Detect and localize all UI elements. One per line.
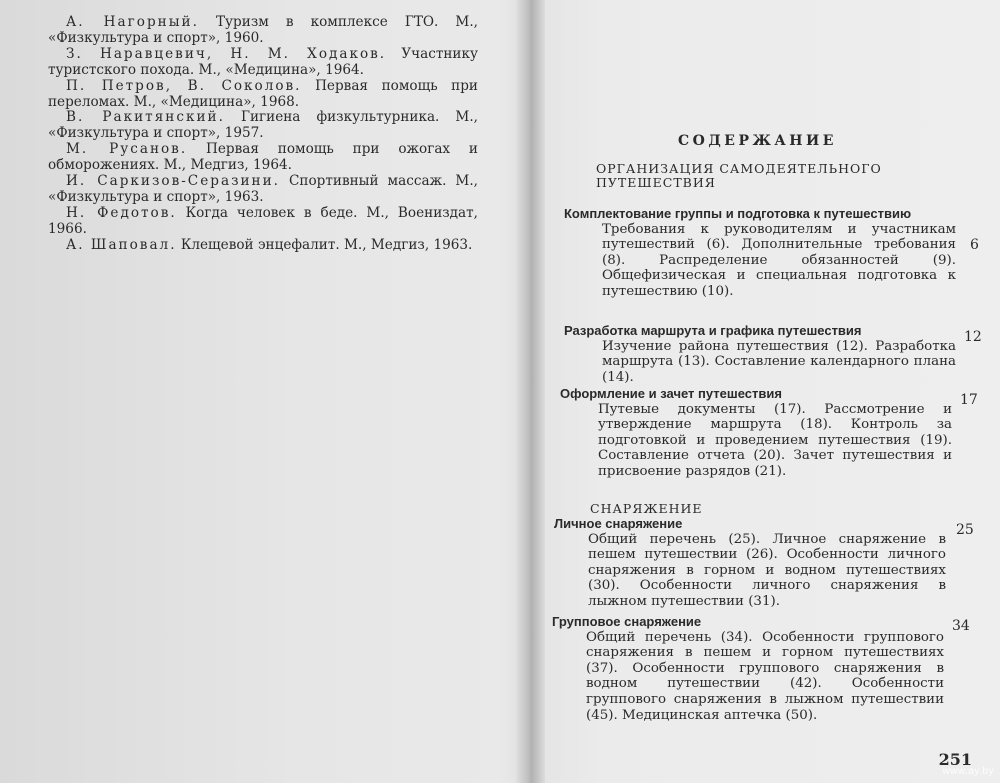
toc-entry xyxy=(554,516,946,610)
toc-entry-heading: Оформление и зачет путешествия xyxy=(560,386,782,401)
toc-entry-description: Требования к руководителям и участникам путешествий (6). Дополнительные требования (8). Распределение обязанностей (9). Общефизическая и специальная подготовка к путешествию (10). xyxy=(602,221,956,299)
toc-entry-heading: Личное снаряжение xyxy=(554,516,683,531)
section-heading-equipment: СНАРЯЖЕНИЕ xyxy=(590,501,703,516)
toc-entry-description: Путевые документы (17). Рассмотрение и утверждение маршрута (18). Контроль за подготовкой и проведением путешествия (19). Составление отчета (20). Зачет путешествия и присвоение разрядов (21). xyxy=(598,401,952,479)
page-folio-number: 251 xyxy=(938,750,972,769)
contents-title: СОДЕРЖАНИЕ xyxy=(678,133,837,149)
toc-page-number: 12 xyxy=(964,329,982,345)
right-page xyxy=(540,0,1000,783)
toc-entry xyxy=(552,614,944,723)
bibliography-entry: А. Нагорный. Туризм в комплексе ГТО. М., «Физкультура и спорт», 1960. xyxy=(48,14,478,46)
bibliography-entry: П. Петров, В. Соколов. Первая помощь при переломах. М., «Медицина», 1968. xyxy=(48,77,478,110)
toc-entry xyxy=(564,323,956,385)
bibliography-entry: И. Саркизов-Серазини. Спортивный массаж. М., «Физкультура и спорт», 1963. xyxy=(48,173,478,205)
toc-entry-heading: Групповое снаряжение xyxy=(552,614,702,629)
toc-entry-description: Изучение района путешествия (12). Разработка маршрута (13). Составление календарного плана (14). xyxy=(602,338,956,385)
watermark: www.ay.by xyxy=(942,766,994,777)
bibliography-entry: А. Шаповал. Клещевой энцефалит. М., Медгиз, 1963. xyxy=(66,236,473,253)
toc-entry-description: Общий перечень (34). Особенности группового снаряжения в пешем и горном путешествиях (37). Особенности группового снаряжения в водном путешествии (42). Особенности группового снаряжения в лыжном путешествии (45). Медицинская аптечка (50). xyxy=(586,629,944,723)
section-heading-organization: ОРГАНИЗАЦИЯ САМОДЕЯТЕЛЬНОГО ПУТЕШЕСТВИЯ xyxy=(596,161,882,190)
toc-entry-description: Общий перечень (25). Личное снаряжение в пешем путешествии (26). Особенности личного снаряжения в горном и водном путешествиях (30). Особенности личного снаряжения в лыжном путешествии (31). xyxy=(588,531,946,609)
bibliography-entry: Н. Федотов. Когда человек в беде. М., Воениздат, 1966. xyxy=(48,204,479,237)
bibliography-entry: М. Русанов. Первая помощь при ожогах и обморожениях. М., Медгиз, 1964. xyxy=(48,141,478,174)
bibliography-list xyxy=(48,15,478,254)
bibliography-entry: З. Наравцевич, Н. М. Ходаков. Участнику туристского похода. М., «Медицина», 1964. xyxy=(48,45,478,78)
toc-entry-heading: Комплектование группы и подготовка к путешествию xyxy=(564,206,912,221)
toc-entry-heading: Разработка маршрута и графика путешествия xyxy=(564,323,862,338)
bibliography-entry: В. Ракитянский. Гигиена физкультурника. М., «Физкультура и спорт», 1957. xyxy=(48,109,478,142)
toc-page-number: 17 xyxy=(960,392,978,408)
toc-page-number: 6 xyxy=(970,237,979,253)
toc-entry xyxy=(560,386,952,480)
toc-page-number: 34 xyxy=(952,618,970,634)
toc-entry xyxy=(564,206,956,300)
toc-page-number: 25 xyxy=(956,522,974,538)
